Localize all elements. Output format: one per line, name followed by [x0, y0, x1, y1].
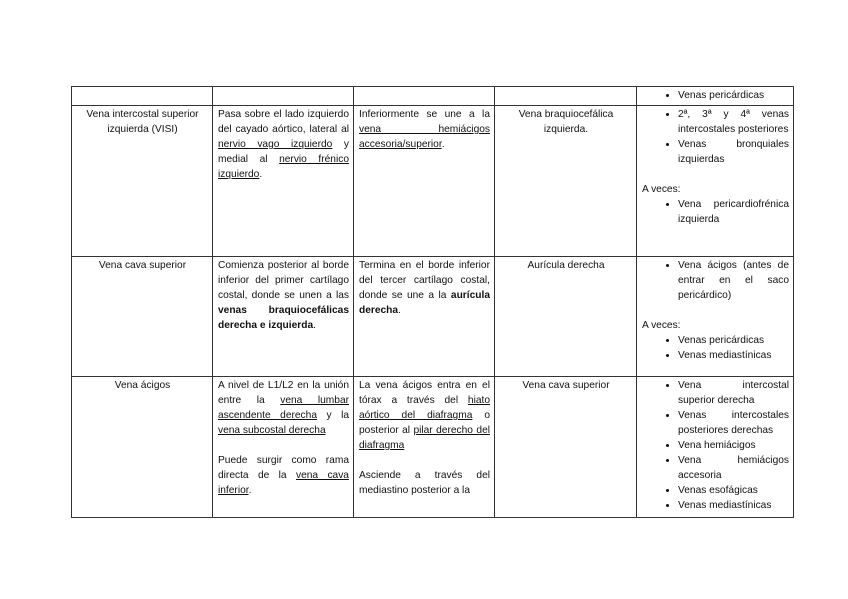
origin-text: Comienza posterior al borde inferior del primer cartílago costal, donde se unen a las — [218, 260, 349, 301]
tributaries-cell — [637, 377, 794, 518]
termination-text: Asciende a través del mediastino posterior a la — [359, 470, 490, 496]
termination-cell — [354, 87, 495, 106]
drains-into: Vena cava superior — [522, 380, 610, 391]
origin-text: y medial al — [218, 139, 349, 165]
vein-name-cell — [72, 257, 213, 377]
termination-link-vein: vena hemiácigos accesoria/superior — [359, 124, 490, 150]
origin-cell — [213, 87, 354, 106]
vein-name-cell — [72, 87, 213, 106]
termination-text: Inferiormente se une a la — [359, 109, 490, 120]
origin-text: . — [259, 169, 263, 180]
origin-text: . — [313, 320, 316, 331]
termination-text: . — [398, 305, 401, 316]
tributaries-cell — [637, 257, 794, 377]
origin-text: Pasa sobre el lado izquierdo del cayado aórtico, lateral al — [218, 109, 349, 135]
origin-link-vein: vena cava inferior — [218, 470, 349, 496]
termination-link-diaphragm: pilar derecho del diafragma — [359, 425, 490, 451]
vein-name-cell — [72, 377, 213, 518]
table-row — [72, 377, 794, 518]
termination-cell — [354, 106, 495, 257]
list-item: • Venas mediastínicas — [678, 498, 789, 513]
origin-text: y la — [317, 410, 350, 421]
tributaries-list — [642, 107, 789, 167]
origin-link-nerve: nervio vago izquierdo — [218, 139, 333, 150]
tributaries-list — [642, 258, 789, 303]
list-item: • Venas mediastínicas — [678, 348, 789, 363]
tributaries-list — [642, 88, 789, 103]
origin-cell — [213, 377, 354, 518]
tributaries-list — [642, 378, 789, 513]
termination-text: Termina en el borde inferior del tercer cartílago costal, donde se une a la — [359, 260, 490, 301]
list-item: • Venas esofágicas — [678, 483, 789, 498]
origin-text: A nivel de L1/L2 en la unión entre la — [218, 380, 349, 406]
list-item: • Venas intercostales posteriores derechas — [678, 408, 789, 438]
termination-cell — [354, 257, 495, 377]
list-item: • Venas pericárdicas — [678, 88, 789, 103]
tributaries-cell — [637, 106, 794, 257]
sometimes-label: A veces: — [642, 184, 681, 195]
termination-bold-term: aurícula derecha — [359, 290, 490, 316]
sometimes-list — [642, 333, 789, 363]
origin-text: . — [248, 485, 252, 496]
termination-link-diaphragm: hiato aórtico del diafragma — [359, 395, 490, 421]
origin-link-vein: vena lumbar ascendente derecha — [218, 395, 350, 421]
vein-name: Vena cava superior — [98, 260, 187, 271]
origin-link-nerve: nervio frénico izquierdo — [218, 154, 349, 180]
origin-text: Puede surgir como rama directa de la — [218, 455, 349, 481]
list-item: • Venas bronquiales izquierdas — [678, 137, 789, 167]
drains-into-cell — [495, 106, 637, 257]
termination-text: o posterior al — [359, 410, 490, 436]
vein-name: Vena ácigos — [114, 380, 171, 391]
table-row — [72, 257, 794, 377]
drains-into-cell — [495, 87, 637, 106]
list-item: • 2ª, 3ª y 4ª venas intercostales posteriores — [678, 107, 789, 137]
sometimes-label: A veces: — [642, 320, 681, 331]
termination-text: La vena ácigos entra en el tórax a través del — [359, 380, 490, 406]
list-item: • Vena hemiácigos — [678, 438, 789, 453]
termination-text: . — [441, 139, 445, 150]
tributaries-cell — [637, 87, 794, 106]
drains-into: Aurícula derecha — [527, 260, 605, 271]
sometimes-list — [642, 197, 789, 227]
list-item: • Vena hemiácigos accesoria — [678, 453, 789, 483]
origin-bold-term: venas braquiocefálicas derecha e izquierda — [218, 305, 349, 331]
drains-into-cell — [495, 377, 637, 518]
drains-into: Vena braquiocefálica izquierda. — [518, 109, 614, 135]
vein-name: Vena intercostal superior izquierda (VISI) — [86, 109, 199, 135]
origin-cell — [213, 106, 354, 257]
list-item: • Vena intercostal superior derecha — [678, 378, 789, 408]
drains-into-cell — [495, 257, 637, 377]
table-row — [72, 87, 794, 106]
origin-link-vein: vena subcostal derecha — [218, 425, 326, 436]
list-item: • Vena ácigos (antes de entrar en el saco pericárdico) — [678, 258, 789, 303]
origin-cell — [213, 257, 354, 377]
table-row — [72, 106, 794, 257]
veins-table — [71, 86, 794, 518]
vein-name-cell — [72, 106, 213, 257]
termination-cell — [354, 377, 495, 518]
list-item: • Vena pericardiofrénica izquierda — [678, 197, 789, 227]
list-item: • Venas pericárdicas — [678, 333, 789, 348]
